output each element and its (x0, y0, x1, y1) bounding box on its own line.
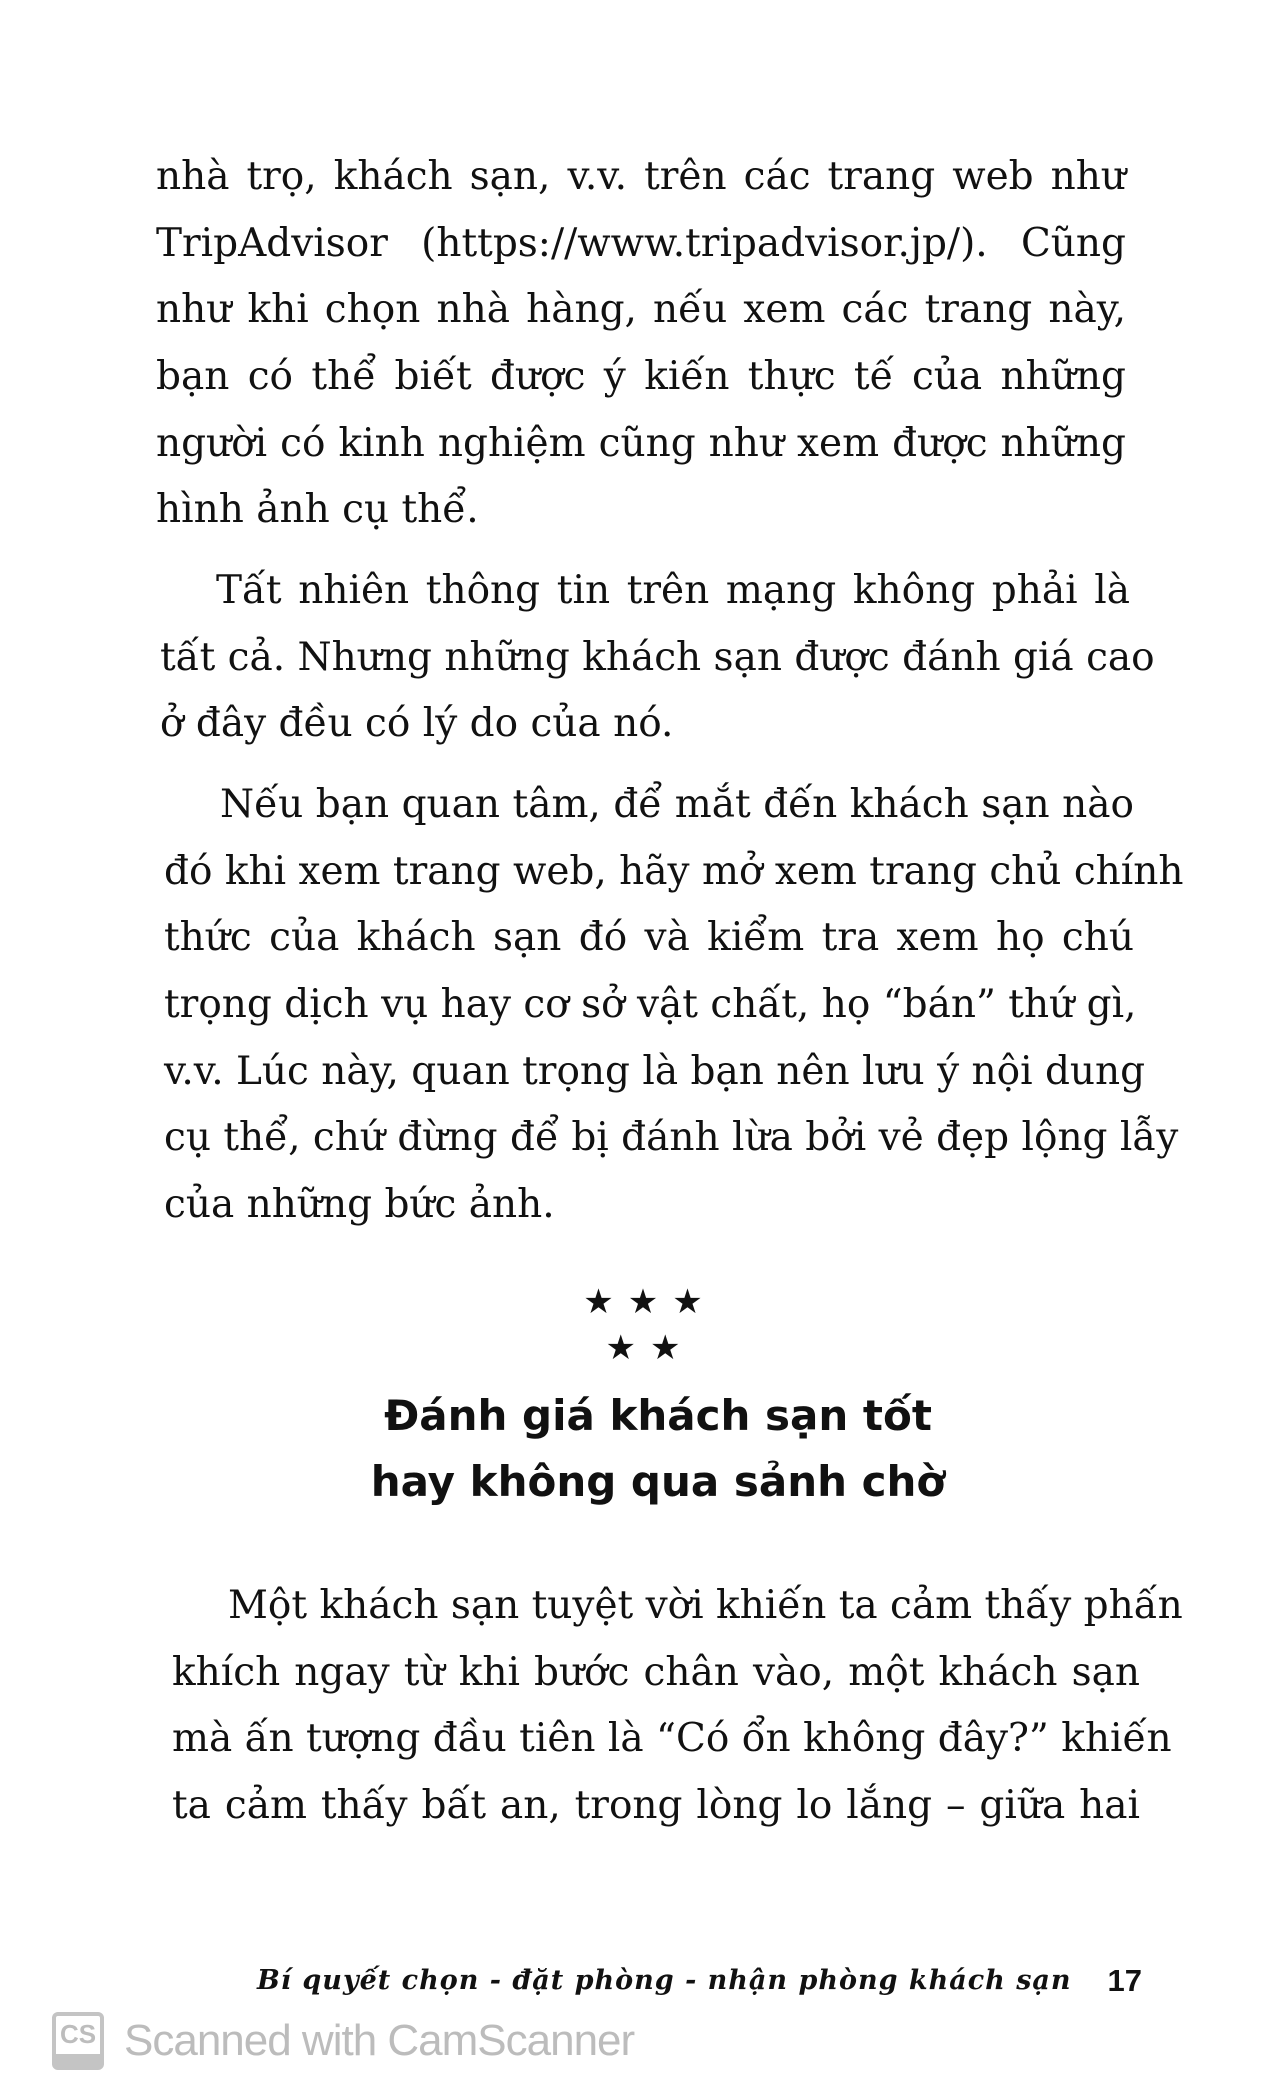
camscanner-logo-icon: CS (52, 2012, 104, 2070)
text-line: hình ảnh cụ thể. (156, 487, 479, 533)
section-heading-line-2: hay không qua sảnh chờ (370, 1457, 946, 1506)
text-line: nhà trọ, khách sạn, v.v. trên các trang web như (156, 154, 1126, 199)
page-footer (257, 1962, 1142, 2000)
text-line: TripAdvisor (https://www.tripadvisor.jp/). Cũng (156, 220, 1126, 266)
page-number: 17 (1107, 1963, 1142, 1998)
section-heading-line-1: Đánh giá khách sạn tốt (384, 1391, 932, 1440)
paragraph-3 (164, 772, 1184, 1239)
text-line: bạn có thể biết được ý kiến thực tế của những (156, 354, 1126, 400)
running-footer-title: Bí quyết chọn - đặt phòng - nhận phòng khách sạn (256, 1965, 1072, 1996)
text-line: của những bức ảnh. (164, 1182, 555, 1228)
paragraph-1 (156, 144, 1126, 544)
paragraph-4 (172, 1573, 1183, 1840)
text-line: ở đây đều có lý do của nó. (160, 701, 674, 747)
text-line: đó khi xem trang web, hãy mở xem trang chủ chính (164, 848, 1184, 894)
camscanner-watermark (52, 2012, 634, 2070)
watermark-text: Scanned with CamScanner (124, 2016, 635, 2065)
text-line: thức của khách sạn đó và kiểm tra xem họ chú (164, 915, 1134, 961)
text-line: Một khách sạn tuyệt vời khiến ta cảm thấy phấn (228, 1583, 1183, 1628)
text-line: như khi chọn nhà hàng, nếu xem các trang này, (156, 287, 1126, 333)
text-line: ta cảm thấy bất an, trong lòng lo lắng – giữa hai (172, 1783, 1140, 1829)
text-line: Nếu bạn quan tâm, để mắt đến khách sạn nào (220, 782, 1134, 827)
text-line: v.v. Lúc này, quan trọng là bạn nên lưu ý nội dung (164, 1048, 1146, 1094)
section-separator-stars: ★★★ (583, 1282, 717, 1322)
text-line: cụ thể, chứ đừng để bị đánh lừa bởi vẻ đẹp lộng lẫy (164, 1115, 1179, 1161)
text-line: trọng dịch vụ hay cơ sở vật chất, họ “bán” thứ gì, (164, 982, 1137, 1028)
text-line: mà ấn tượng đầu tiên là “Có ổn không đây?” khiến (172, 1716, 1172, 1762)
section-separator-stars: ★★ (605, 1328, 695, 1368)
text-line: người có kinh nghiệm cũng như xem được những (156, 420, 1126, 466)
paragraph-2 (160, 558, 1155, 758)
text-line: Tất nhiên thông tin trên mạng không phải là (216, 568, 1130, 613)
text-line: khích ngay từ khi bước chân vào, một khách sạn (172, 1649, 1140, 1695)
text-line: tất cả. Nhưng những khách sạn được đánh giá cao (160, 634, 1155, 680)
